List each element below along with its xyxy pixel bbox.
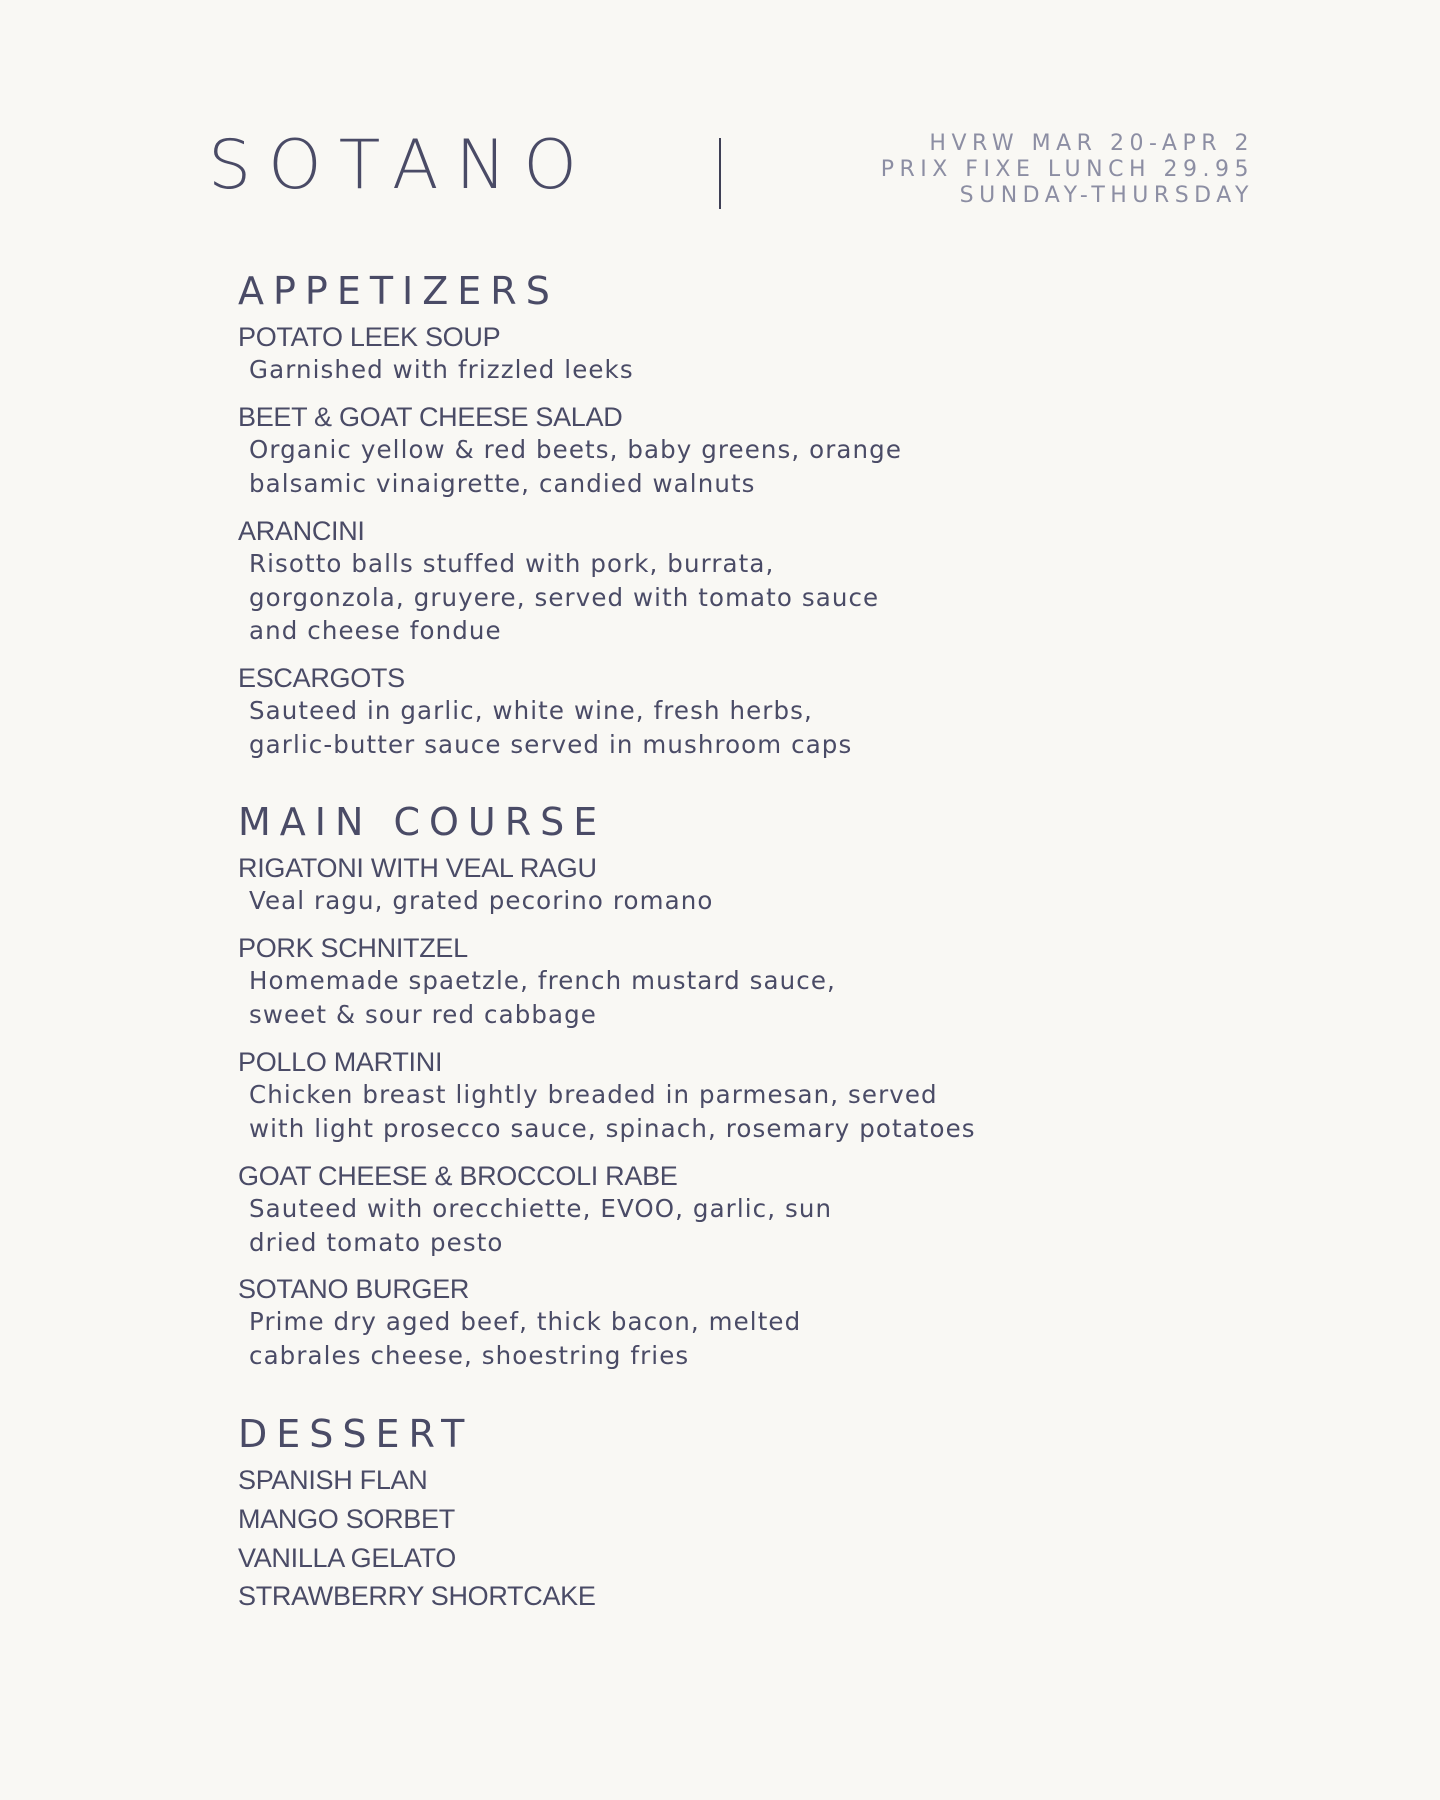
item-name: GOAT CHEESE & BROCCOLI RABE [238,1161,678,1191]
restaurant-name: SOTANO [208,126,594,205]
item-name: POTATO LEEK SOUP [238,322,501,352]
item-description: Sauteed with orecchiette, EVOO, garlic, sun dried tomato pesto [249,1194,833,1257]
item-description: Organic yellow & red beets, baby greens, orange balsamic vinaigrette, candied walnuts [249,435,903,498]
section-title-dessert: DESSERT [238,1412,474,1456]
item-description: Chicken breast lightly breaded in parmesan, served with light prosecco sauce, spinach, rosemary potatoes [249,1080,976,1143]
promo-line: PRIX FIXE LUNCH 29.95 [880,157,1254,182]
item-name: STRAWBERRY SHORTCAKE [238,1581,596,1611]
item-name: BEET & GOAT CHEESE SALAD [238,402,623,432]
item-description: Sauteed in garlic, white wine, fresh herbs, garlic-butter sauce served in mushroom caps [249,696,853,759]
item-name: SPANISH FLAN [238,1465,428,1495]
item-description: Prime dry aged beef, thick bacon, melted cabrales cheese, shoestring fries [249,1307,802,1370]
promo-line: SUNDAY-THURSDAY [959,183,1254,208]
item-description: Homemade spaetzle, french mustard sauce, sweet & sour red cabbage [249,966,836,1029]
item-name: SOTANO BURGER [238,1274,470,1304]
item-name: ARANCINI [238,516,365,546]
item-name: MANGO SORBET [238,1504,455,1534]
item-name: POLLO MARTINI [238,1047,443,1077]
item-description: Risotto balls stuffed with pork, burrata, gorgonzola, gruyere, served with tomato sauce and cheese fondue [249,549,880,645]
item-description: Veal ragu, grated pecorino romano [249,886,714,915]
item-description: Garnished with frizzled leeks [249,355,634,384]
section-title-appetizers: APPETIZERS [238,269,559,313]
item-name: PORK SCHNITZEL [238,933,468,963]
section-title-main-course: MAIN COURSE [238,800,607,844]
item-name: VANILLA GELATO [238,1543,456,1573]
item-name: ESCARGOTS [238,663,405,693]
item-name: RIGATONI WITH VEAL RAGU [238,853,597,883]
header-divider [719,138,721,209]
promo-line: HVRW MAR 20-APR 2 [929,131,1254,156]
promo-block [880,131,1254,209]
